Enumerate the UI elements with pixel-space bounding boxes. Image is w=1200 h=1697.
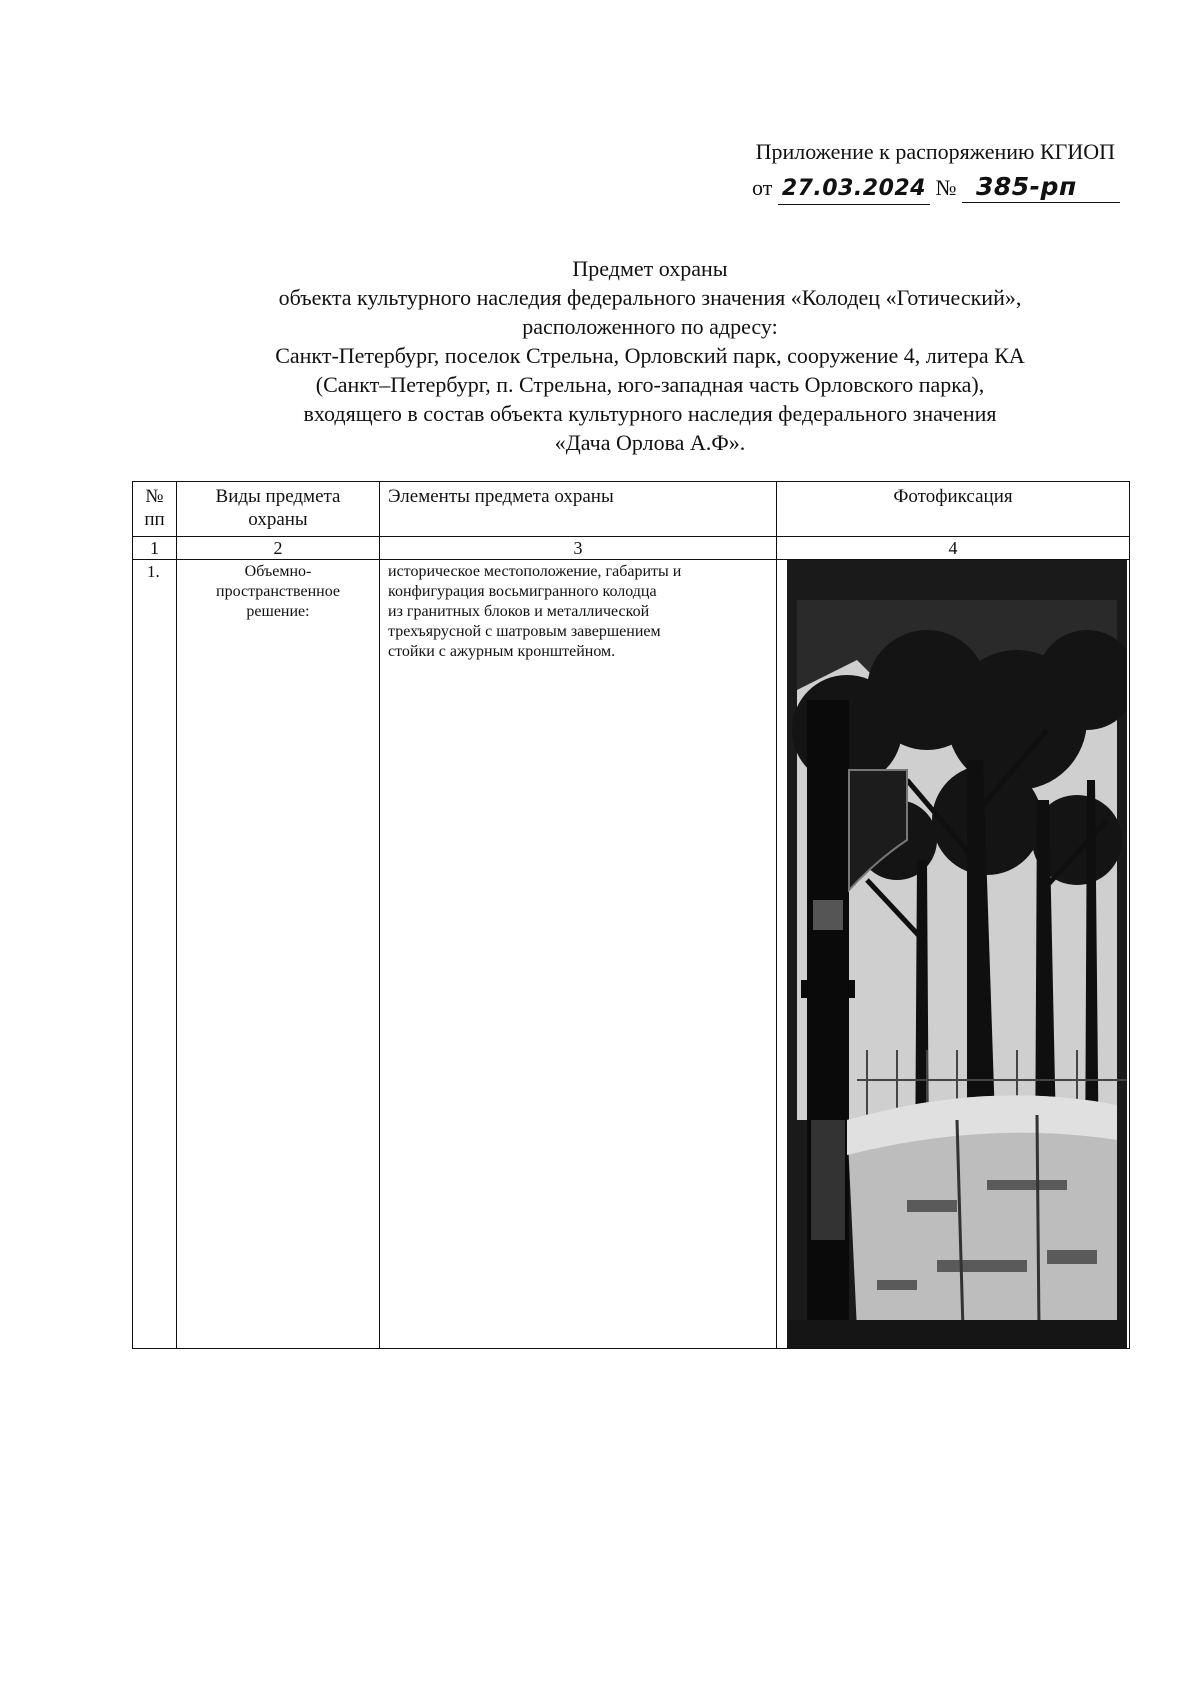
order-date: 27.03.2024 (778, 174, 930, 205)
header-photo: Фотофиксация (777, 482, 1130, 537)
column-numbers-row (133, 537, 1130, 560)
document-title (100, 254, 1200, 457)
protection-subject-table (132, 481, 1130, 1349)
row-photo-cell (777, 560, 1130, 1349)
title-line: объекта культурного наследия федерального значения «Колодец «Готический», (278, 285, 1022, 310)
title-line: Санкт-Петербург, поселок Стрельна, Орловский парк, сооружение 4, литера КА (275, 343, 1025, 368)
title-line: «Дача Орлова А.Ф». (554, 430, 746, 455)
row-kind: Объемно- пространственное решение: (177, 560, 380, 1349)
table-row (133, 560, 1130, 1349)
header-number: № пп (133, 482, 177, 537)
title-line: входящего в состав объекта культурного наследия федерального значения (303, 401, 997, 426)
table-header-row (133, 482, 1130, 537)
header-elements: Элементы предмета охраны (380, 482, 777, 537)
row-elements: историческое местоположение, габариты и конфигурация восьмигранного колодца из гранитных блоков и металлической трехъярусной с шатровым завершением стойки с ажурным кронштейном. (380, 560, 777, 1349)
title-line: расположенного по адресу: (522, 314, 778, 339)
column-number: 4 (777, 537, 1130, 560)
column-number: 1 (133, 537, 177, 560)
well-photo (787, 560, 1127, 1348)
number-label: № (935, 175, 957, 200)
title-line: Предмет охраны (572, 256, 728, 281)
header-kind: Виды предмета охраны (177, 482, 380, 537)
order-reference (752, 172, 1120, 205)
order-number: 385-рп (962, 172, 1120, 203)
appendix-label: Приложение к распоряжению КГИОП (755, 139, 1115, 164)
column-number: 2 (177, 537, 380, 560)
row-number: 1. (133, 560, 177, 1349)
from-label: от (751, 175, 773, 200)
title-line: (Санкт–Петербург, п. Стрельна, юго-западная часть Орловского парка), (315, 372, 985, 397)
column-number: 3 (380, 537, 777, 560)
